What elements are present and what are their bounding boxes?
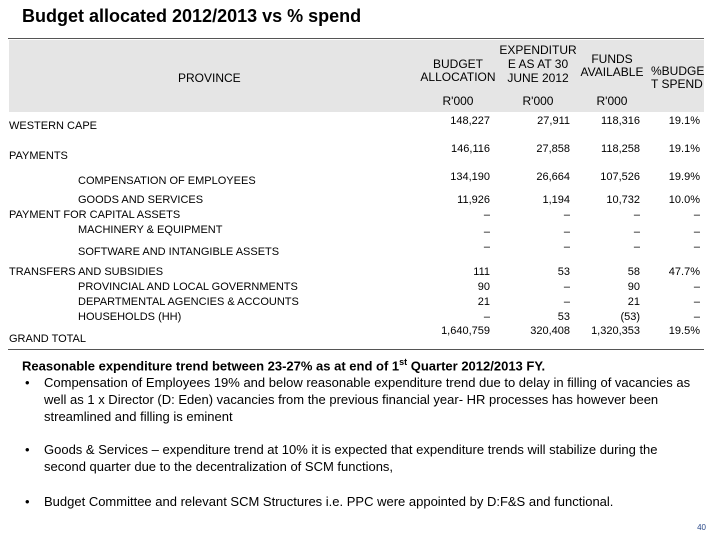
cell-funds: 118,316 <box>601 115 640 127</box>
cell-funds: 1,320,353 <box>591 325 640 337</box>
unit-budget: R'000 <box>442 94 474 108</box>
cell-expenditure: 27,911 <box>537 115 570 127</box>
note-bullet <box>22 441 702 475</box>
cell-expenditure: 53 <box>557 266 570 278</box>
cell-budget: 21 <box>477 296 490 308</box>
cell-budget: 134,190 <box>450 171 490 183</box>
header-province: PROVINCE <box>178 71 241 85</box>
cell-pct: – <box>693 296 700 308</box>
cell-budget: – <box>483 226 490 238</box>
unit-expenditure: R'000 <box>522 94 554 108</box>
cell-funds: 107,526 <box>600 171 640 183</box>
row-label: HOUSEHOLDS (HH) <box>78 311 182 323</box>
header-budget-line1: BUDGET <box>432 57 483 71</box>
cell-expenditure: – <box>563 226 570 238</box>
notes-heading-tail: Quarter 2012/2013 FY. <box>407 358 546 374</box>
cell-expenditure: 53 <box>557 311 570 323</box>
cell-funds: 58 <box>627 266 640 278</box>
bullet-dot: • <box>25 375 30 391</box>
header-pct-line1: %BUDGE <box>651 64 705 78</box>
notes-heading-text: Reasonable expenditure trend between 23-27% as at end of 1 <box>22 358 400 374</box>
note-text: Budget Committee and relevant SCM Structures i.e. PPC were appointed by D:F&S and functional. <box>44 494 614 510</box>
header-expenditure-line3: JUNE 2012 <box>507 71 569 85</box>
row-label: GRAND TOTAL <box>9 333 87 345</box>
cell-budget: 146,116 <box>451 143 490 155</box>
row-label: TRANSFERS AND SUBSIDIES <box>9 266 164 278</box>
cell-pct: 19.1% <box>668 143 700 155</box>
bullet-dot: • <box>25 494 30 510</box>
cell-expenditure: 1,194 <box>542 194 570 206</box>
notes-heading <box>22 354 702 374</box>
note-bullet <box>22 374 702 425</box>
cell-expenditure: – <box>563 209 570 221</box>
header-funds-line2: AVAILABLE <box>580 65 644 79</box>
cell-pct: – <box>693 209 700 221</box>
note-text: Goods & Services – expenditure trend at 10% it is expected that expenditure trends will stabilize during the second quarter due to the decentralization of SCM functions, <box>44 442 658 475</box>
header-expenditure-line1: EXPENDITUR <box>499 43 577 57</box>
cell-budget: 11,926 <box>457 194 490 206</box>
header-pct-line2: T SPEND <box>651 77 703 91</box>
row-label: PAYMENT FOR CAPITAL ASSETS <box>9 209 181 221</box>
cell-pct: – <box>693 241 700 253</box>
unit-funds: R'000 <box>596 94 628 108</box>
cell-expenditure: 320,408 <box>530 325 570 337</box>
cell-pct: – <box>693 226 700 238</box>
cell-expenditure: 27,858 <box>536 143 570 155</box>
cell-funds: 118,258 <box>601 143 640 155</box>
cell-budget: – <box>483 241 490 253</box>
cell-budget: 90 <box>477 281 490 293</box>
row-label: MACHINERY & EQUIPMENT <box>78 224 223 236</box>
cell-pct: 19.1% <box>668 115 700 127</box>
row-label: SOFTWARE AND INTANGIBLE ASSETS <box>78 246 280 258</box>
cell-funds: 90 <box>627 281 640 293</box>
header-funds-line1: FUNDS <box>591 52 633 66</box>
cell-expenditure: – <box>563 241 570 253</box>
cell-budget: 1,640,759 <box>441 325 490 337</box>
cell-budget: 148,227 <box>450 115 490 127</box>
top-rule <box>8 38 704 39</box>
cell-expenditure: – <box>563 296 570 308</box>
cell-funds: 21 <box>627 296 640 308</box>
cell-funds: (53) <box>620 311 640 323</box>
row-label: PAYMENTS <box>9 150 68 162</box>
cell-pct: – <box>693 281 700 293</box>
notes-heading-sup: st <box>399 357 408 367</box>
row-label: PROVINCIAL AND LOCAL GOVERNMENTS <box>78 281 298 293</box>
row-label: DEPARTMENTAL AGENCIES & ACCOUNTS <box>78 296 299 308</box>
header-budget-line2: ALLOCATION <box>420 70 496 84</box>
cell-pct: 19.5% <box>668 325 700 337</box>
cell-funds: – <box>633 209 640 221</box>
cell-pct: 10.0% <box>668 194 700 206</box>
row-label: GOODS AND SERVICES <box>78 194 204 206</box>
row-label: COMPENSATION OF EMPLOYEES <box>78 175 256 187</box>
cell-budget: – <box>483 209 490 221</box>
cell-pct: 47.7% <box>668 266 700 278</box>
table-bottom-rule <box>8 349 704 350</box>
cell-budget: – <box>483 311 490 323</box>
page-number: 40 <box>697 523 706 532</box>
cell-expenditure: 26,664 <box>536 171 570 183</box>
cell-pct: – <box>693 311 700 323</box>
row-label: WESTERN CAPE <box>9 120 98 132</box>
cell-pct: 19.9% <box>668 171 700 183</box>
cell-budget: 111 <box>473 266 490 278</box>
note-text: Compensation of Employees 19% and below reasonable expenditure trend due to delay in filling of vacancies as well as 1 x Director (D: Eden) vacancies from the previous financial year- HR processes has however been streamlined and filling is eminent <box>44 375 691 425</box>
cell-funds: – <box>633 241 640 253</box>
cell-expenditure: – <box>563 281 570 293</box>
header-expenditure-line2: E AS AT 30 <box>507 57 569 71</box>
cell-funds: 10,732 <box>606 194 640 206</box>
note-bullet <box>22 493 702 510</box>
notes-section <box>22 354 702 510</box>
cell-funds: – <box>633 226 640 238</box>
page-title: Budget allocated 2012/2013 vs % spend <box>22 6 362 26</box>
bullet-dot: • <box>25 442 30 458</box>
